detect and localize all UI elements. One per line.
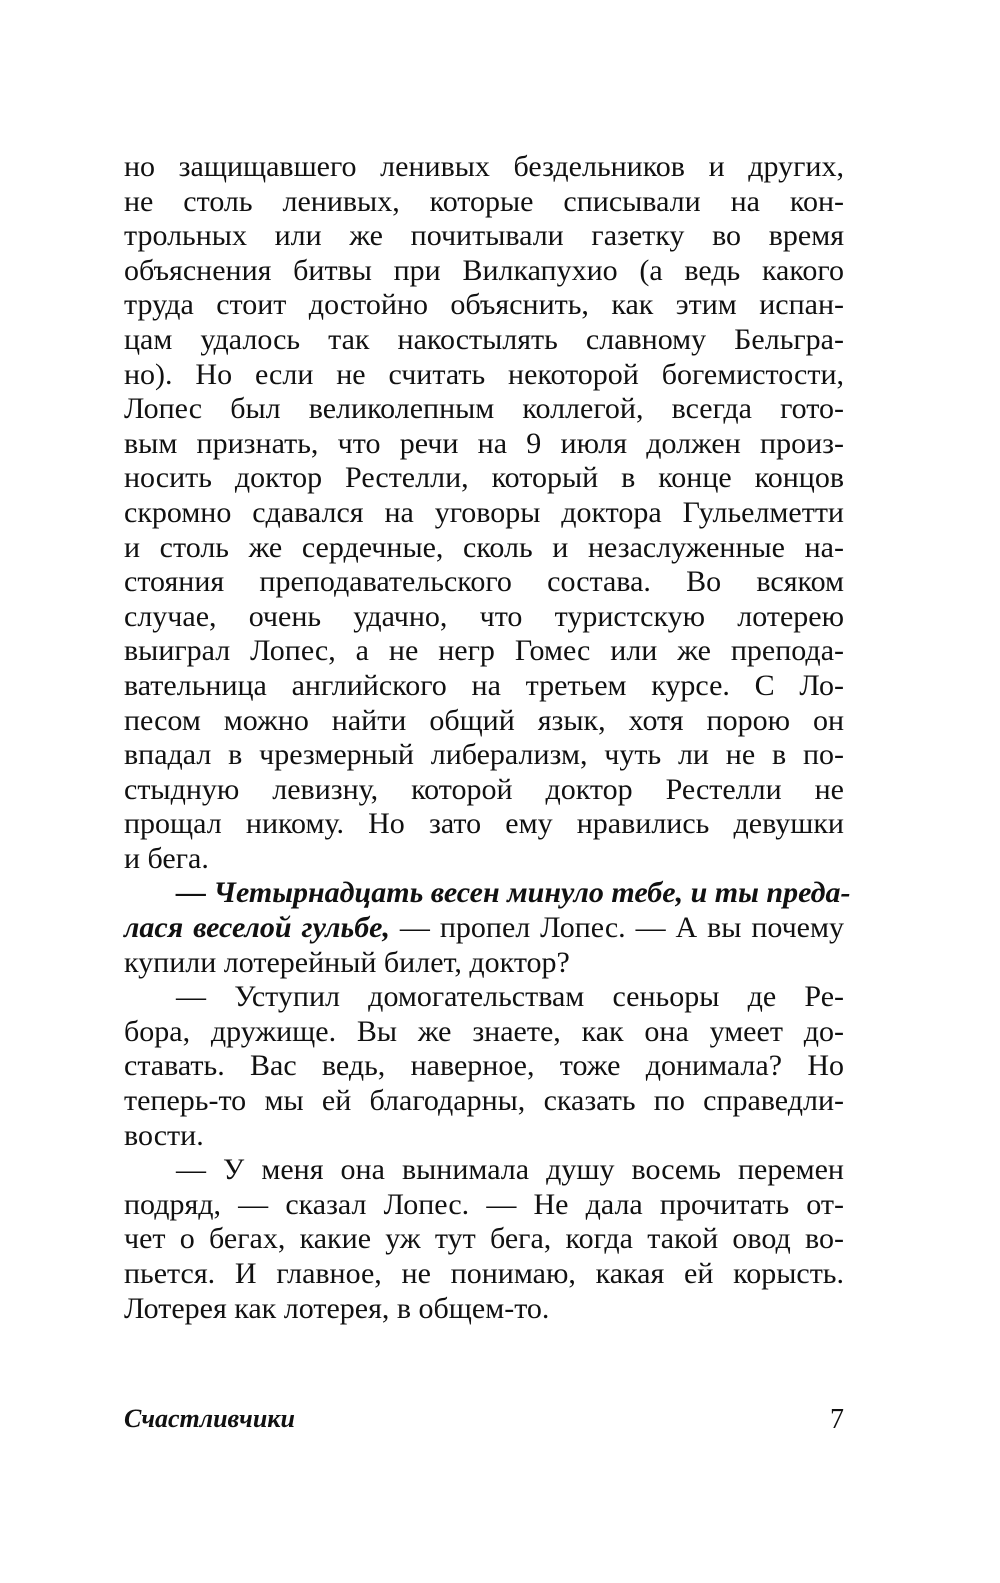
- text-line: — У меня она вынимала душу восемь перемен: [176, 1153, 844, 1187]
- text-line: Лопес был великолепным коллегой, всегда гото-: [124, 392, 844, 426]
- text-line: вательница английского на третьем курсе. С Ло-: [124, 668, 844, 702]
- text-line: цам удалось так накостылять славному Бельгра-: [124, 322, 844, 356]
- text-line: не столь ленивых, которые списывали на кон-: [124, 184, 844, 218]
- text-line: прощал никому. Но зато ему нравились девушки: [124, 807, 844, 841]
- text-line: но). Но если не считать некоторой богемистости,: [124, 357, 844, 391]
- text-line: [124, 876, 851, 911]
- page-number: 7: [830, 1404, 844, 1435]
- song-lyric: лася веселой гульбе,: [124, 911, 390, 945]
- text-line: ставать. Вас ведь, наверное, тоже донимала? Но: [124, 1049, 844, 1083]
- text-line: песом можно найти общий язык, хотя порою он: [124, 703, 844, 737]
- text-line: вости.: [124, 1118, 204, 1152]
- text-line: Лотерея как лотерея, в общем-то.: [124, 1291, 550, 1325]
- text-line: стыдную левизну, которой доктор Рестелли не: [124, 772, 844, 806]
- text-line: носить доктор Рестелли, который в конце концов: [124, 461, 844, 495]
- text-line: случае, очень удачно, что туристскую лотерею: [124, 599, 844, 633]
- text-line: купили лотерейный билет, доктор?: [124, 945, 570, 979]
- text-line: стояния преподавательского состава. Во всяком: [124, 565, 844, 599]
- text-line: и бега.: [124, 841, 209, 875]
- text-line: теперь-то мы ей благодарны, сказать по справедли-: [124, 1084, 844, 1118]
- text-line: пьется. И главное, не понимаю, какая ей корысть.: [124, 1257, 844, 1290]
- text-line: трольных или же почитывали газетку во время: [124, 219, 844, 253]
- text-line: скромно сдавался на уговоры доктора Гульелметти: [124, 495, 844, 529]
- text-line: выиграл Лопес, а не негр Гомес или же препода-: [124, 634, 844, 668]
- text-line: бора, дружище. Вы же знаете, как она умеет до-: [124, 1014, 844, 1048]
- text-line: труда стоит достойно объяснить, как этим испан-: [124, 288, 844, 322]
- text-line: и столь же сердечные, сколь и незаслуженные на-: [124, 530, 844, 564]
- song-lyric: — Четырнадцать весен минуло тебе, и ты преда-: [176, 876, 851, 910]
- dialogue-text: — пропел Лопес. — А вы почему: [390, 911, 844, 945]
- text-line: объяснения битвы при Вилкапухио (а ведь какого: [124, 253, 844, 287]
- text-line: чет о бегах, какие уж тут бега, когда такой овод во-: [124, 1222, 844, 1256]
- text-line: вым признать, что речи на 9 июля должен произ-: [124, 426, 844, 460]
- running-footer-title: Счастливчики: [124, 1404, 295, 1433]
- text-line: впадал в чрезмерный либерализм, чуть ли не в по-: [124, 738, 844, 772]
- text-line: подряд, — сказал Лопес. — Не дала прочитать от-: [124, 1187, 844, 1221]
- text-line: — Уступил домогательствам сеньоры де Ре-: [176, 980, 844, 1014]
- body-text: [124, 150, 851, 1326]
- text-line: [124, 911, 844, 946]
- text-line: но защищавшего ленивых бездельников и других,: [124, 150, 844, 183]
